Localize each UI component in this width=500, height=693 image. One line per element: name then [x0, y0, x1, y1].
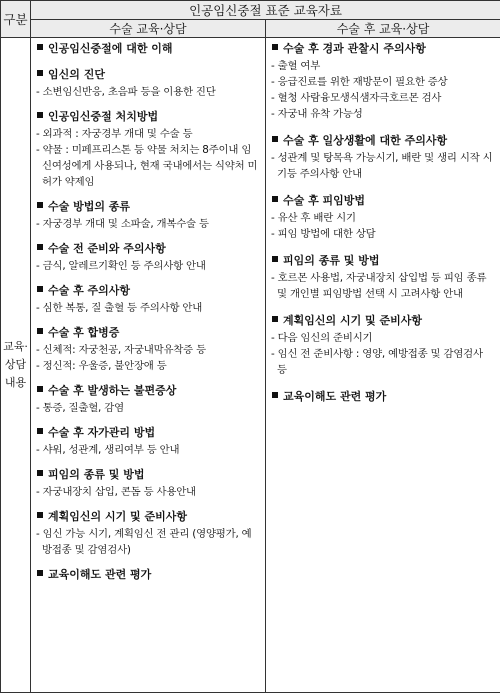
section-title-text: 수술 후 자가관리 방법	[48, 426, 156, 439]
list-item: - 자궁내 유착 가능성	[271, 108, 363, 120]
section	[36, 107, 260, 190]
section-title-text: 교육이해도 관련 평가	[48, 568, 152, 581]
section-title	[271, 39, 495, 58]
section	[36, 381, 260, 416]
list-item: - 자궁경부 개대 및 소파술, 개복수술 등	[36, 218, 209, 230]
section	[36, 281, 260, 316]
section-title-text: 인공임신중절에 대한 이해	[48, 42, 173, 55]
table-title: 인공임신중절 표준 교육자료	[31, 1, 500, 20]
section-title	[36, 507, 260, 526]
section-title	[36, 423, 260, 442]
section-title-text: 교육이해도 관련 평가	[283, 390, 387, 403]
category-header: 구분	[1, 1, 31, 38]
section	[271, 251, 495, 302]
section-title	[36, 381, 260, 400]
row-label-text: 교육· 상담 내용	[3, 340, 28, 389]
square-bullet-icon	[272, 136, 278, 142]
section-title-text: 수술 후 일상생활에 대한 주의사항	[283, 134, 448, 147]
section	[36, 423, 260, 458]
list-item: - 신체적: 자궁천공, 자궁내막유착증 등	[36, 344, 206, 356]
square-bullet-icon	[272, 44, 278, 50]
section	[271, 191, 495, 242]
section-title-text: 수술 방법의 종류	[48, 200, 131, 213]
section-title-text: 계획임신의 시기 및 준비사항	[48, 510, 187, 523]
section-title	[271, 131, 495, 150]
list-item: - 유산 후 배란 시기	[271, 212, 356, 224]
list-item: - 심한 복통, 질 출혈 등 주의사항 안내	[36, 302, 203, 314]
square-bullet-icon	[37, 428, 43, 434]
list-item: - 임신 전 준비사항 : 영양, 예방접종 및 감염검사 등	[271, 348, 483, 376]
list-item: - 응급진료를 위한 재방문이 필요한 증상	[271, 76, 448, 88]
square-bullet-icon	[37, 512, 43, 518]
column-header-post: 수술 후 교육·상담	[266, 20, 500, 38]
square-bullet-icon	[37, 570, 43, 576]
list-item: - 금식, 알레르기확인 등 주의사항 안내	[36, 260, 206, 272]
section	[36, 565, 260, 584]
square-bullet-icon	[37, 202, 43, 208]
section-title-text: 수술 후 발생하는 불편증상	[48, 384, 177, 397]
row-label	[1, 38, 31, 693]
section	[36, 465, 260, 500]
list-item: - 다음 임신의 준비시기	[271, 332, 373, 344]
square-bullet-icon	[37, 44, 43, 50]
list-item: - 자궁내장치 삽입, 콘돔 등 사용안내	[36, 486, 196, 498]
section-title	[271, 251, 495, 270]
section-title	[36, 323, 260, 342]
list-item: - 통증, 질출혈, 감염	[36, 402, 124, 414]
section-title-text: 수술 후 피임방법	[283, 194, 366, 207]
square-bullet-icon	[37, 470, 43, 476]
list-item: - 약물 : 미페프리스톤 등 약물 처치는 8주이내 임신여성에게 사용되나, 현재 국내에서는 식약처 미허가 약제임	[36, 144, 258, 188]
list-item: - 혈청 사람융모생식샘자극호르몬 검사	[271, 92, 442, 104]
list-item: - 정신적: 우울증, 불안장애 등	[36, 360, 167, 372]
section	[271, 39, 495, 122]
square-bullet-icon	[37, 328, 43, 334]
post-surgery-column	[266, 38, 500, 693]
square-bullet-icon	[37, 386, 43, 392]
section-title	[36, 239, 260, 258]
section	[36, 39, 260, 58]
section-title-text: 계획임신의 시기 및 준비사항	[283, 314, 422, 327]
section-title-text: 피임의 종류 및 방법	[283, 254, 380, 267]
list-item: - 출혈 여부	[271, 60, 321, 72]
section-title	[36, 565, 260, 584]
section-title	[36, 39, 260, 58]
section	[271, 131, 495, 182]
square-bullet-icon	[37, 244, 43, 250]
section-title-text: 수술 후 합병증	[48, 326, 120, 339]
section	[36, 197, 260, 232]
section	[271, 311, 495, 378]
square-bullet-icon	[37, 112, 43, 118]
square-bullet-icon	[37, 70, 43, 76]
column-header-pre: 수술 교육·상담	[31, 20, 266, 38]
section-title	[271, 311, 495, 330]
square-bullet-icon	[272, 316, 278, 322]
section-title	[36, 197, 260, 216]
square-bullet-icon	[272, 392, 278, 398]
section-title-text: 인공임신중절 처치방법	[48, 110, 159, 123]
section-title	[36, 281, 260, 300]
section-title-text: 수술 후 경과 관찰시 주의사항	[283, 42, 426, 55]
section	[36, 65, 260, 100]
list-item: - 호르몬 사용법, 자궁내장치 삽입법 등 피임 종류 및 개인별 피임방법 선택 시 고려사항 안내	[271, 272, 487, 300]
section	[36, 239, 260, 274]
list-item: - 소변임신반응, 초음파 등을 이용한 진단	[36, 86, 216, 98]
section	[271, 387, 495, 406]
section-title-text: 수술 후 주의사항	[48, 284, 131, 297]
list-item: - 임신 가능 시기, 계획임신 전 관리 (영양평가, 예방접종 및 감염검사)	[36, 528, 252, 556]
list-item: - 외과적 : 자궁경부 개대 및 수술 등	[36, 128, 193, 140]
section-title	[36, 65, 260, 84]
section-title	[36, 107, 260, 126]
section-title	[36, 465, 260, 484]
section	[36, 507, 260, 558]
section-title-text: 피임의 종류 및 방법	[48, 468, 145, 481]
section-title-text: 임신의 진단	[48, 68, 105, 81]
square-bullet-icon	[272, 196, 278, 202]
section	[36, 323, 260, 374]
list-item: - 성관계 및 탕목욕 가능시기, 배란 및 생리 시작 시기등 주의사항 안내	[271, 152, 493, 180]
list-item: - 피임 방법에 대한 상담	[271, 228, 376, 240]
pre-surgery-column	[31, 38, 266, 693]
section-title	[271, 387, 495, 406]
list-item: - 샤워, 성관계, 생리여부 등 안내	[36, 444, 180, 456]
square-bullet-icon	[37, 286, 43, 292]
section-title-text: 수술 전 준비와 주의사항	[48, 242, 166, 255]
square-bullet-icon	[272, 256, 278, 262]
section-title	[271, 191, 495, 210]
